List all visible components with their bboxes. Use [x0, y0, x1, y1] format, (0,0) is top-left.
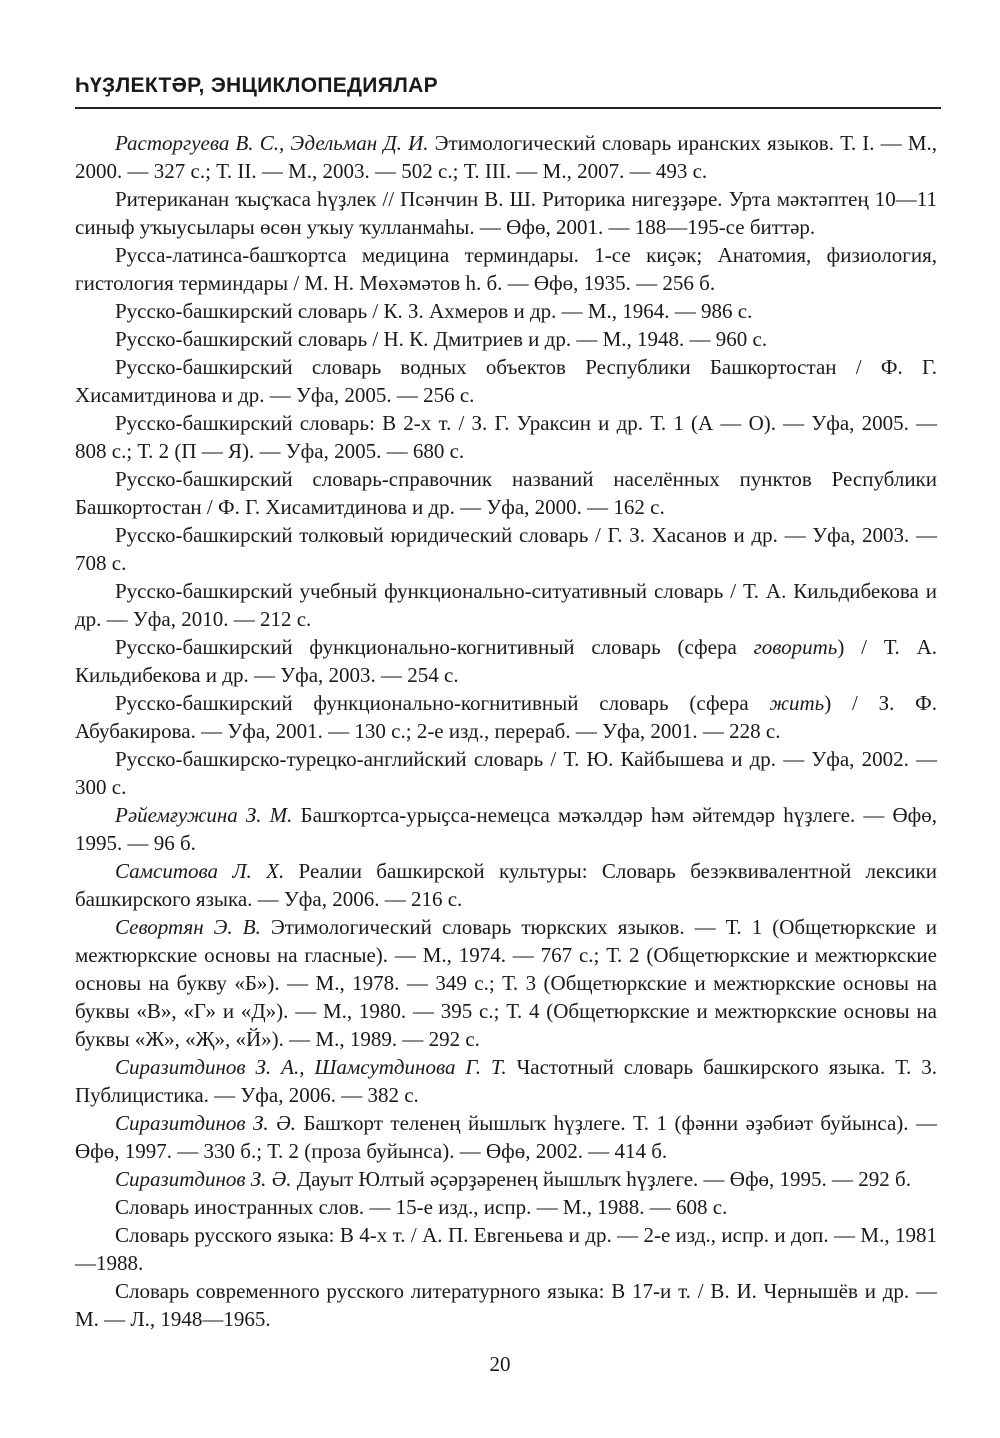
entry-text: Русско-башкирский толковый юридический словарь / Г. З. Хасанов и др. — Уфа, 2003. — 708 с. [75, 523, 937, 575]
entry-author: Рәйемғужина З. М. [115, 803, 293, 827]
bibliography-entry [75, 325, 937, 353]
entry-author: Сиразитдинов З. А., Шамсутдинова Г. Т. [115, 1055, 507, 1079]
entry-text: Русско-башкирский словарь-справочник названий населённых пунктов Республики Башкортостан / Ф. Г. Хисамитдинова и др. — Уфа, 2000. — 162 с. [75, 467, 937, 519]
entry-author: Расторгуева В. С., Эдельман Д. И. [115, 131, 429, 155]
bibliography-entry [75, 297, 937, 325]
section-header: ҺҮҘЛЕКТӘР, ЭНЦИКЛОПЕДИЯЛАР [75, 74, 438, 97]
entry-text: Реалии башкирской культуры: Словарь безэквивалентной лексики башкирского языка. — Уфа, 2006. — 216 с. [75, 859, 938, 911]
bibliography-list [75, 129, 937, 1333]
bibliography-entry [75, 577, 937, 633]
entry-text: Русско-башкирский словарь / К. З. Ахмеров и др. — М., 1964. — 986 с. [115, 299, 753, 323]
entry-text: Дауыт Юлтый әҫәрҙәренең йышлыҡ һүҙлеге. — Өфө, 1995. — 292 б. [291, 1167, 911, 1191]
entry-text: Частотный словарь башкирского языка. Т. 3. Публицистика. — Уфа, 2006. — 382 с. [75, 1055, 937, 1107]
entry-text: Русско-башкирский словарь: В 2-х т. / З. Г. Ураксин и др. Т. 1 (А — О). — Уфа, 2005. — 808 с.; Т. 2 (П — Я). — Уфа, 2005. — 680 с. [75, 411, 937, 463]
entry-text: Русса-латинса-башҡортса медицина терминдары. 1-се киҫәк; Анатомия, физиология, гистология терминдары / М. Н. Мөхәмәтов һ. б. — Өфө, 1935. — 256 б. [75, 243, 937, 295]
bibliography-entry [75, 1277, 937, 1333]
bibliography-entry [75, 521, 937, 577]
bibliography-entry [75, 129, 937, 185]
entry-author: Самситова Л. Х. [115, 859, 285, 883]
entry-text: Башҡортса-урыҫса-немецса мәҡәлдәр һәм әйтемдәр һүҙлеге. — Өфө, 1995. — 96 б. [75, 803, 938, 855]
entry-text-tail: ) / З. Ф. Абубакирова. — Уфа, 2001. — 130 с.; 2-е изд., перераб. — Уфа, 2001. — 228 с. [75, 691, 937, 743]
bibliography-entry [75, 465, 937, 521]
page-number: 20 [489, 1352, 511, 1376]
bibliography-entry [75, 1053, 937, 1109]
entry-text: Русско-башкирский учебный функционально-ситуативный словарь / Т. А. Кильдибекова и др. — Уфа, 2010. — 212 с. [75, 579, 937, 631]
entry-author: Севортян Э. В. [115, 915, 261, 939]
bibliography-entry [75, 241, 937, 297]
entry-text: Русско-башкирский словарь / Н. К. Дмитриев и др. — М., 1948. — 960 с. [115, 327, 768, 351]
entry-text: Этимологический словарь тюркских языков. — Т. 1 (Общетюркские и межтюркские основы на гласные). — М., 1974. — 767 с.; Т. 2 (Общетюркские и межтюркские основы на букву «Б»). — М., 1978. — 349 с.; Т. 3 (Общетюркские и межтюркские основы на буквы «В», «Г» и «Д»). — М., 1980. — 395 с.; Т. 4 (Общетюркские и межтюркские основы на буквы «Ж», «Җ», «Й»). — М., 1989. — 292 с. [75, 915, 938, 1051]
entry-text: Русско-башкирский функционально-когнитивный словарь (сфера [115, 691, 770, 715]
header-rule [75, 107, 941, 109]
entry-text: Башҡорт теленең йышлыҡ һүҙлеге. Т. 1 (фәнни әҙәбиәт буйынса). — Өфө, 1997. — 330 б.; Т. 2 (проза буйынса). — Өфө, 2002. — 414 б. [75, 1111, 937, 1163]
bibliography-entry [75, 1109, 937, 1165]
entry-text: Русско-башкирский словарь водных объектов Республики Башкортостан / Ф. Г. Хисамитдинова и др. — Уфа, 2005. — 256 с. [75, 355, 937, 407]
bibliography-entry [75, 857, 937, 913]
bibliography-entry [75, 409, 937, 465]
entry-text: Ритериканан ҡыҫҡаса һүҙлек // Псәнчин В. Ш. Риторика нигеҙҙәре. Урта мәктәптең 10—11 синыф уҡыусылары өсөн уҡыу ҡулланмаһы. — Өфө, 2001. — 188—195-се биттәр. [75, 187, 937, 239]
entry-italic-term: говорить [753, 635, 838, 659]
entry-text: Этимологический словарь иранских языков. Т. I. — М., 2000. — 327 с.; Т. II. — М., 2003. — 502 с.; Т. III. — М., 2007. — 493 с. [75, 131, 937, 183]
bibliography-entry [75, 1221, 937, 1277]
entry-italic-term: жить [769, 691, 825, 715]
bibliography-entry [75, 353, 937, 409]
bibliography-entry [75, 801, 937, 857]
entry-text: Словарь иностранных слов. — 15-е изд., испр. — М., 1988. — 608 с. [115, 1195, 728, 1219]
bibliography-entry [75, 185, 937, 241]
entry-text: Русско-башкирско-турецко-английский словарь / Т. Ю. Кайбышева и др. — Уфа, 2002. — 300 с. [75, 747, 937, 799]
bibliography-entry [75, 745, 937, 801]
bibliography-entry [75, 913, 937, 1053]
entry-text-tail: ) / Т. А. Кильдибекова и др. — Уфа, 2003. — 254 с. [75, 635, 937, 687]
entry-text: Русско-башкирский функционально-когнитивный словарь (сфера [115, 635, 754, 659]
entry-author: Сиразитдинов З. Ә. [115, 1167, 292, 1191]
bibliography-entry [75, 1193, 937, 1221]
entry-author: Сиразитдинов З. Ә. [115, 1111, 296, 1135]
bibliography-entry [75, 1165, 937, 1193]
entry-text: Словарь русского языка: В 4-х т. / А. П. Евгеньева и др. — 2-е изд., испр. и доп. — М., 1981—1988. [75, 1223, 937, 1275]
bibliography-entry [75, 689, 937, 745]
entry-text: Словарь современного русского литературного языка: В 17-и т. / В. И. Чернышёв и др. — М. — Л., 1948—1965. [75, 1279, 937, 1331]
bibliography-entry [75, 633, 937, 689]
